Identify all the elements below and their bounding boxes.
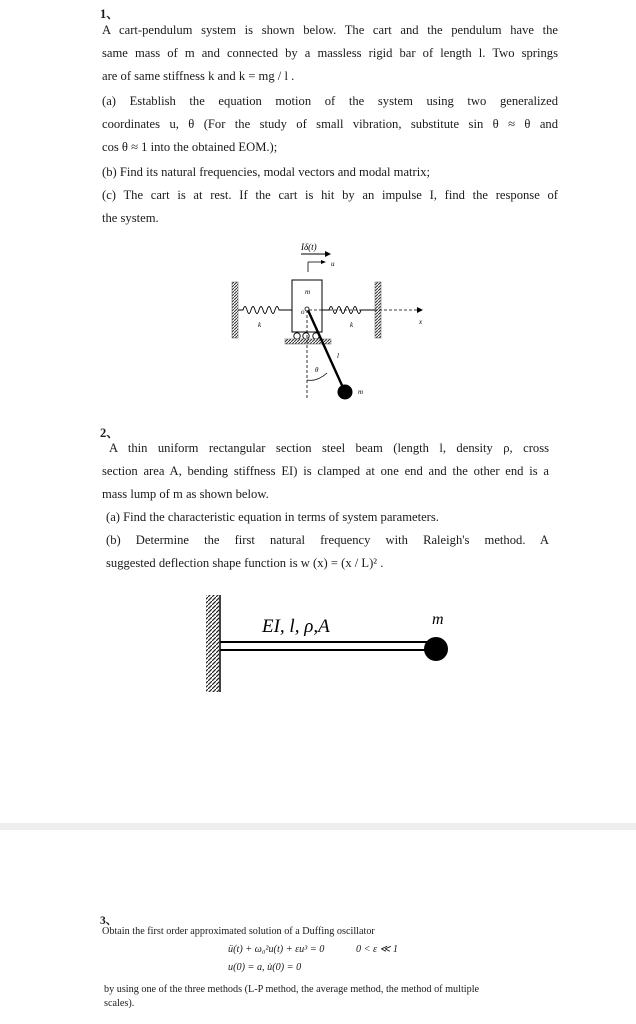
- tip-mass-label: m: [432, 611, 444, 628]
- theta-arc: [307, 373, 327, 380]
- p2-line-5: (b) Determine the first natural frequency with Raleigh's method. A: [106, 533, 549, 547]
- origin-label: o: [301, 308, 305, 316]
- x-label: x: [419, 318, 423, 326]
- pendulum-pivot: [305, 307, 309, 311]
- left-wall: [232, 282, 238, 338]
- cart-wheel-mid: [303, 333, 309, 339]
- x-arrowhead: [417, 307, 423, 313]
- beam-parameters-label: EI, l, ρ,A: [262, 616, 330, 637]
- p1-line-7: (b) Find its natural frequencies, modal vectors and modal matrix;: [102, 165, 431, 179]
- pendulum-bar: [307, 308, 345, 392]
- p3-intro: Obtain the first order approximated solution of a Duffing oscillator: [102, 926, 375, 937]
- p1-line-8: (c) The cart is at rest. If the cart is hit by an impulse I, find the response of: [102, 188, 558, 202]
- p3-outro-2: scales).: [104, 998, 135, 1009]
- p2-line-3: mass lump of m as shown below.: [102, 487, 269, 501]
- p2-line-4: (a) Find the characteristic equation in terms of system parameters.: [106, 510, 439, 524]
- cart-mass-label: m: [305, 288, 311, 296]
- cart-wheel-left: [294, 333, 300, 339]
- initial-conditions: u(0) = a, u̇(0) = 0: [228, 962, 302, 973]
- impulse-arrowhead: [325, 251, 331, 257]
- bar-length-label: l: [337, 352, 339, 360]
- theta-label: θ: [315, 366, 319, 374]
- p1-line-9: the system.: [102, 211, 159, 225]
- tip-mass: [424, 637, 448, 661]
- pendulum-bob: [338, 385, 353, 400]
- p2-line-6: suggested deflection shape function is w (x) = (x / L)² .: [106, 556, 384, 570]
- p1-line-3: are of same stiffness k and k = mg / l .: [102, 69, 295, 83]
- left-spring: [238, 307, 292, 314]
- bob-mass-label: m: [358, 388, 364, 396]
- u-label: u: [331, 260, 335, 268]
- p1-line-1: A cart-pendulum system is shown below. The cart and the pendulum have the: [102, 23, 558, 37]
- page-2: [0, 830, 636, 1024]
- epsilon-condition: 0 < ε ≪ 1: [356, 944, 398, 955]
- problem-3-number: 3、: [100, 915, 118, 927]
- problem-2-number: 2、: [100, 426, 119, 440]
- k-right-label: k: [350, 321, 354, 329]
- impulse-label: Iδ(t): [301, 242, 317, 252]
- p1-line-2: same mass of m and connected by a massless rigid bar of length l. Two springs: [102, 46, 558, 60]
- p2-line-2: section area A, bending stiffness EI) is clamped at one end and the other end is a: [102, 464, 549, 478]
- p1-line-4: (a) Establish the equation motion of the system using two generalized: [102, 94, 558, 108]
- p1-line-6: cos θ ≈ 1 into the obtained EOM.);: [102, 140, 278, 154]
- problem-1-number: 1、: [100, 7, 119, 21]
- u-arrowhead: [321, 260, 326, 264]
- p1-line-5: coordinates u, θ (For the study of small vibration, substitute sin θ ≈ θ and: [102, 117, 558, 131]
- k-left-label: k: [258, 321, 262, 329]
- cantilever-figure: [200, 593, 460, 693]
- p3-outro-1: by using one of the three methods (L-P method, the average method, the method of multiple: [104, 984, 480, 995]
- clamped-wall: [206, 595, 219, 692]
- p2-line-1: A thin uniform rectangular section steel beam (length l, density ρ, cross: [109, 441, 549, 455]
- duffing-equation: ü(t) + ω₀²u(t) + εu³ = 0: [228, 944, 325, 955]
- cart-pendulum-figure: [225, 240, 440, 402]
